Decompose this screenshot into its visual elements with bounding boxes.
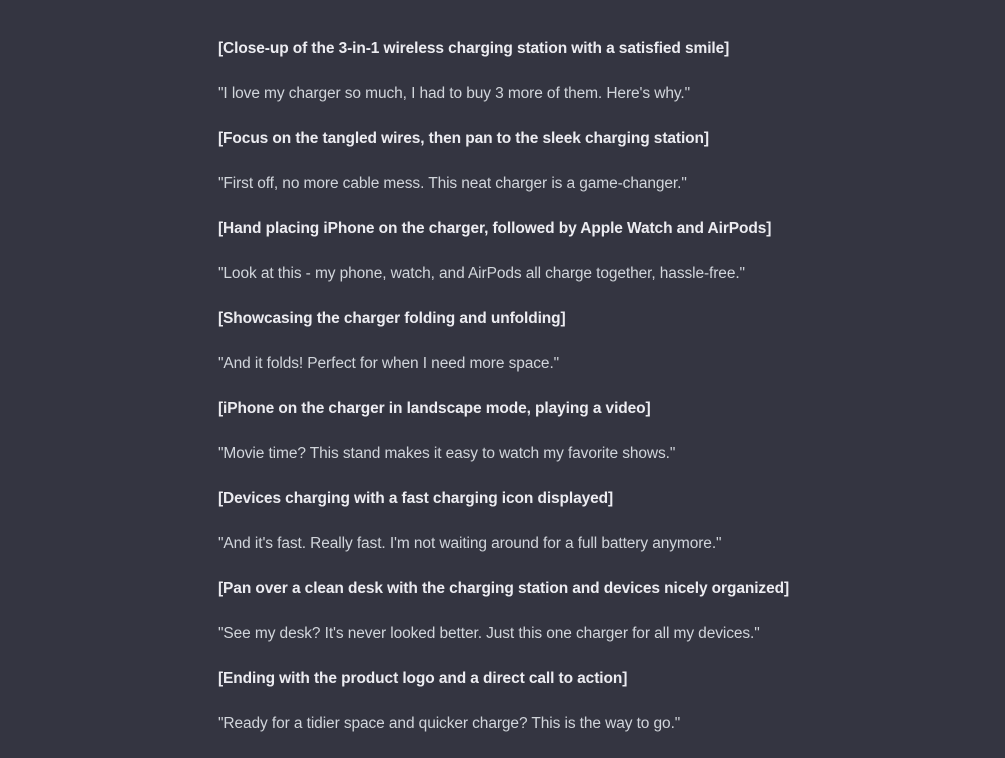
dialogue-line: "Look at this - my phone, watch, and AirPods all charge together, hassle-free.": [218, 265, 745, 282]
dialogue-line: "First off, no more cable mess. This neat charger is a game-changer.": [218, 175, 687, 192]
scene-direction: [Ending with the product logo and a direct call to action]: [218, 670, 628, 687]
dialogue-line: "Ready for a tidier space and quicker charge? This is the way to go.": [218, 715, 681, 732]
scene-direction: [Hand placing iPhone on the charger, followed by Apple Watch and AirPods]: [218, 220, 772, 237]
scene-direction: [Close-up of the 3-in-1 wireless charging station with a satisfied smile]: [218, 40, 730, 57]
dialogue-line: "And it's fast. Really fast. I'm not waiting around for a full battery anymore.": [218, 535, 722, 552]
dialogue-line: "And it folds! Perfect for when I need more space.": [218, 355, 560, 372]
scene-direction: [iPhone on the charger in landscape mode, playing a video]: [218, 400, 651, 417]
scene-direction: [Showcasing the charger folding and unfolding]: [218, 310, 566, 327]
scene-direction: [Pan over a clean desk with the charging station and devices nicely organized]: [218, 580, 790, 597]
dialogue-line: "Movie time? This stand makes it easy to watch my favorite shows.": [218, 445, 676, 462]
dialogue-line: "See my desk? It's never looked better. Just this one charger for all my devices.": [218, 625, 760, 642]
scene-direction: [Devices charging with a fast charging icon displayed]: [218, 490, 614, 507]
scene-direction: [Focus on the tangled wires, then pan to the sleek charging station]: [218, 130, 709, 147]
assistant-message: [218, 38, 978, 758]
dialogue-line: "I love my charger so much, I had to buy 3 more of them. Here's why.": [218, 85, 690, 102]
